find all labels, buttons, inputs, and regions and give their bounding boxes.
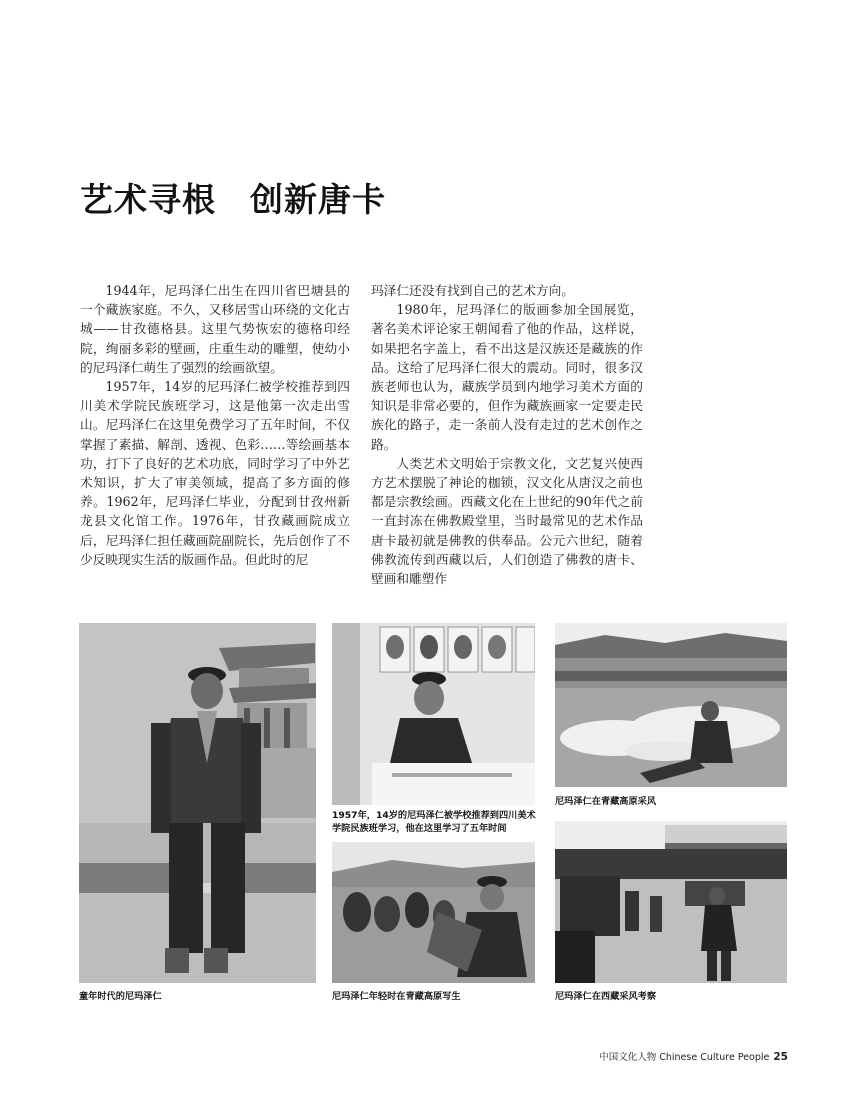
caption-childhood: 童年时代的尼玛泽仁 <box>79 991 162 1002</box>
paragraph-continuation: 玛泽仁还没有找到自己的艺术方向。 <box>371 283 574 298</box>
paragraph: 人类艺术文明始于宗教文化，文艺复兴使西方艺术摆脱了神论的枷锁，汉文化从唐汉之前也都是宗教绘画。西藏文化在上世纪的90年代之前一直封冻在佛教殿堂里，当时最常见的艺术作品唐卡最初就是佛教的供奉品。公元六世纪，随着佛教流传到西藏以后，人们创造了佛教的唐卡、壁画和雕塑作 <box>371 455 643 587</box>
title-part-1: 艺术寻根 <box>80 180 216 219</box>
paragraph: 1944年，尼玛泽仁出生在四川省巴塘县的一个藏族家庭。不久，又移居雪山环绕的文化古城——甘孜德格县。这里气势恢宏的德格印经院，绚丽多彩的壁画，庄重生动的雕塑，使幼小的尼玛泽仁萌生了强烈的绘画欲望。 <box>80 283 350 375</box>
caption-plateau: 尼玛泽仁在青藏高原采风 <box>555 796 657 807</box>
paragraph: 1980年，尼玛泽仁的版画参加全国展览，著名美术评论家王朝闻看了他的作品，这样说，如果把名字盖上，看不出这是汉族还是藏族的作品。这给了尼玛泽仁很大的震动。同时，很多汉族老师也认为，藏族学员到内地学习美术方面的知识是非常必要的，但作为藏族画家一定要走民族化的路子，走一条前人没有走过的艺术创作之路。 <box>371 302 643 452</box>
article-title <box>80 174 386 221</box>
photo-art-academy <box>332 623 535 805</box>
caption-sketching: 尼玛泽仁年轻时在青藏高原写生 <box>332 991 461 1002</box>
photo-sketching-plateau <box>332 842 535 983</box>
caption-tibet: 尼玛泽仁在西藏采风考察 <box>555 991 657 1002</box>
text-column-left <box>80 281 350 569</box>
photo-childhood-portrait <box>79 623 316 983</box>
paragraph: 1957年，14岁的尼玛泽仁被学校推荐到四川美术学院民族班学习，这是他第一次走出雪山。尼玛泽仁在这里免费学习了五年时间，不仅掌握了素描、解剖、透视、色彩……等绘画基本功，打下了良好的艺术功底，同时学习了中外艺术知识，扩大了审美领域，提高了多方面的修养。1962年，尼玛泽仁毕业，分配到甘孜州新龙县文化馆工作。1976年，甘孜藏画院成立后，尼玛泽仁担任藏画院副院长，先后创作了不少反映现实生活的版画作品。但此时的尼 <box>80 379 350 567</box>
magazine-name: 中国文化人物 Chinese Culture People <box>599 1052 770 1063</box>
caption-academy: 1957年，14岁的尼玛泽仁被学校推荐到四川美术学院民族班学习，他在这里学习了五年时间 <box>332 810 536 834</box>
text-column-right <box>371 281 643 588</box>
title-part-2: 创新唐卡 <box>250 180 386 219</box>
page-number: 25 <box>773 1051 788 1063</box>
page-footer <box>599 1049 788 1063</box>
photo-plateau-sheep <box>555 623 787 787</box>
photo-tibet-crowd <box>555 821 787 983</box>
